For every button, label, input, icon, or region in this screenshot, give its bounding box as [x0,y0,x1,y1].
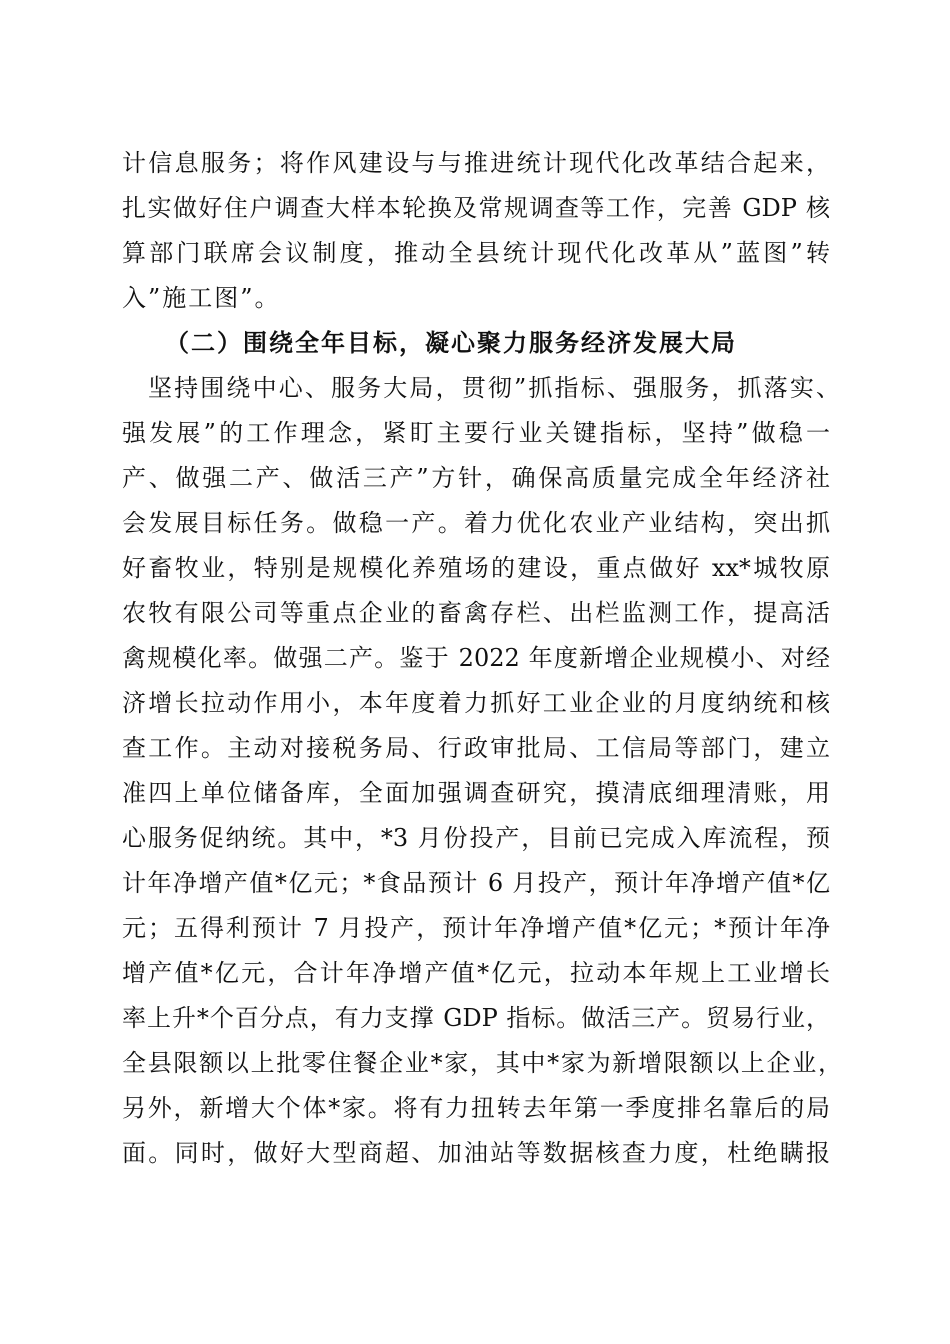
body-text-line: 会发展目标任务。做稳一产。着力优化农业产业结构，突出抓 [122,509,830,537]
body-text-line: 入”施工图”。 [122,284,281,312]
body-text-line: 算部门联席会议制度，推动全县统计现代化改革从”蓝图”转 [122,239,830,267]
body-text-line: 面。同时，做好大型商超、加油站等数据核查力度，杜绝瞒报 [122,1139,830,1167]
body-text-line: 率上升*个百分点，有力支撑 GDP 指标。做活三产。贸易行业， [122,1004,830,1032]
body-text-line: 农牧有限公司等重点企业的畜禽存栏、出栏监测工作，提高活 [122,599,830,627]
body-text-line: 增产值*亿元，合计年净增产值*亿元，拉动本年规上工业增长 [122,959,830,987]
body-text-line: 产、做强二产、做活三产”方针，确保高质量完成全年经济社 [122,464,830,492]
body-text-line: 计年净增产值*亿元；*食品预计 6 月投产，预计年净增产值*亿 [122,869,830,897]
body-text-line: 好畜牧业，特别是规模化养殖场的建设，重点做好 xx*城牧原 [122,554,830,582]
body-text-line: 强发展”的工作理念，紧盯主要行业关键指标，坚持”做稳一 [122,419,830,447]
body-text-line: 计信息服务；将作风建设与与推进统计现代化改革结合起来， [122,149,830,177]
body-text-line: 元；五得利预计 7 月投产，预计年净增产值*亿元；*预计年净 [122,914,830,942]
section-heading: （二）围绕全年目标，凝心聚力服务经济发展大局 [165,328,737,357]
paragraph-first-line: 坚持围绕中心、服务大局，贯彻”抓指标、强服务，抓落实、 [148,374,840,402]
body-text-line: 禽规模化率。做强二产。鉴于 2022 年度新增企业规模小、对经 [122,644,830,672]
body-text-line: 全县限额以上批零住餐企业*家，其中*家为新增限额以上企业， [122,1049,842,1077]
body-text-line: 另外，新增大个体*家。将有力扭转去年第一季度排名靠后的局 [122,1094,830,1122]
body-text-line: 心服务促纳统。其中，*3 月份投产，目前已完成入库流程，预 [122,824,830,852]
body-text-line: 济增长拉动作用小，本年度着力抓好工业企业的月度纳统和核 [122,689,830,717]
body-text-line: 准四上单位储备库，全面加强调查研究，摸清底细理清账，用 [122,779,830,807]
body-text-line: 扎实做好住户调查大样本轮换及常规调查等工作，完善 GDP 核 [122,194,830,222]
body-text-line: 查工作。主动对接税务局、行政审批局、工信局等部门，建立 [122,734,830,762]
